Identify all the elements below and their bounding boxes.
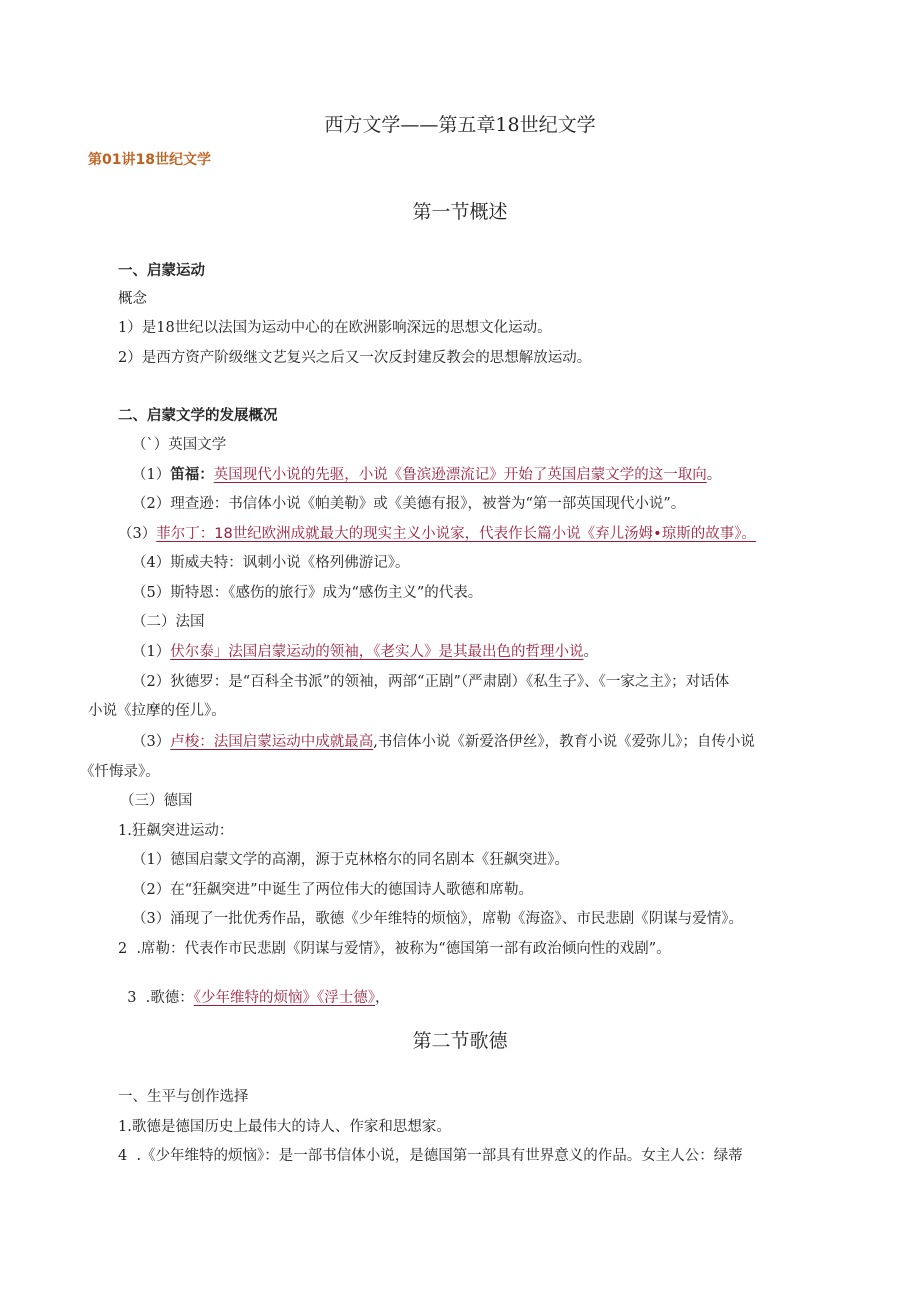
heading-life: 一、生平与创作选择 (118, 1089, 249, 1105)
list-item-voltaire (132, 642, 598, 662)
list-item-fielding (118, 524, 756, 544)
paragraph: 1）是18世纪以法国为运动中心的在欧洲影响深远的思想文化运动。 (118, 320, 552, 336)
highlight-text: 菲尔丁：18世纪欧洲成就最大的现实主义小说家，代表作长篇小说《弃儿汤姆•琼斯的故事》。 (156, 526, 756, 542)
punctuation: 。 (583, 644, 598, 660)
item-number: （3） (118, 526, 157, 542)
highlight-text: 英国现代小说的先驱，小说《鲁滨逊漂流记》开始了英国启蒙文学的这一取向 (213, 467, 707, 483)
list-item-diderot: （2）狄德罗：是“百科全书派”的领袖，两部“正剧”（严肃剧）《私生子》、《一家之主》；对话体 (132, 674, 730, 690)
list-item-rousseau (132, 732, 755, 752)
list-item: （1）德国启蒙文学的高潮，源于克林格尔的同名剧本《狂飙突进》。 (132, 852, 569, 868)
subheading-germany: （三）德国 (120, 793, 193, 809)
list-item-swift: （4）斯威夫特：讽刺小说《格列佛游记》。 (132, 555, 410, 571)
item-number: （1） (132, 467, 171, 483)
item-number: 3 .歌德： (127, 990, 194, 1006)
item-number: （3） (132, 734, 171, 750)
list-item: （3）涌现了一批优秀作品，歌德《少年维特的烦恼》，席勒《海盗》、市民悲剧《阴谋与爱情》。 (132, 911, 743, 927)
subheading-uk: （`）英国文学 (132, 437, 227, 453)
highlight-text: 伏尔泰」法国启蒙运动的领袖，《老实人》是其最出色的哲理小说 (170, 644, 584, 660)
list-item-diderot-cont: 小说《拉摩的侄儿》。 (88, 703, 226, 719)
item-text: ,书信体小说《新爱洛伊丝》，教育小说《爱弥儿》；自传小说 (373, 734, 755, 750)
subsection-schiller: 2 .席勒：代表作市民悲剧《阴谋与爱情》，被称为“德国第一部有政治倾向性的戏剧”。 (118, 941, 671, 957)
concept-label: 概念 (118, 291, 147, 307)
punctuation: ， (375, 990, 390, 1006)
item-number: （1） (132, 644, 171, 660)
paragraph: 2）是西方资产阶级继文艺复兴之后又一次反封建反教会的思想解放运动。 (118, 350, 592, 366)
list-item-richardson: （2）理查逊：书信体小说《帕美勒》或《美德有报》，被誉为“第一部英国现代小说”。 (132, 496, 686, 512)
document-title: 西方文学——第五章18世纪文学 (324, 114, 596, 136)
list-item-sterne: （5）斯特恩：《感伤的旅行》成为“感伤主义”的代表。 (132, 585, 483, 601)
author-name: 笛福： (170, 467, 214, 483)
heading-enlightenment: 一、启蒙运动 (118, 263, 205, 279)
paragraph: 4 .《少年维特的烦恼》：是一部书信体小说，是德国第一部具有世界意义的作品。女主人公：绿蒂 (118, 1148, 743, 1164)
punctuation: 。 (706, 467, 722, 483)
list-item-defoe (132, 465, 721, 485)
heading-development: 二、启蒙文学的发展概况 (118, 408, 278, 424)
list-item-rousseau-cont: 《忏悔录》。 (80, 764, 160, 780)
highlight-text: 《少年维特的烦恼》《浮士德》 (193, 990, 376, 1006)
lecture-label: 第01讲18世纪文学 (88, 152, 211, 168)
section-heading-overview: 第一节概述 (412, 201, 508, 223)
subsection-goethe (118, 968, 390, 1008)
section-heading-goethe: 第二节歌德 (412, 1030, 508, 1052)
subsection-sturm-und-drang: 1.狂飙突进运动： (118, 823, 234, 839)
highlight-text: 卢梭：法国启蒙运动中成就最高 (170, 734, 374, 750)
subheading-france: （二）法国 (132, 614, 205, 630)
list-item: （2）在“狂飙突进”中诞生了两位伟大的德国诗人歌德和席勒。 (132, 882, 534, 898)
paragraph: 1.歌德是德国历史上最伟大的诗人、作家和思想家。 (118, 1119, 451, 1135)
